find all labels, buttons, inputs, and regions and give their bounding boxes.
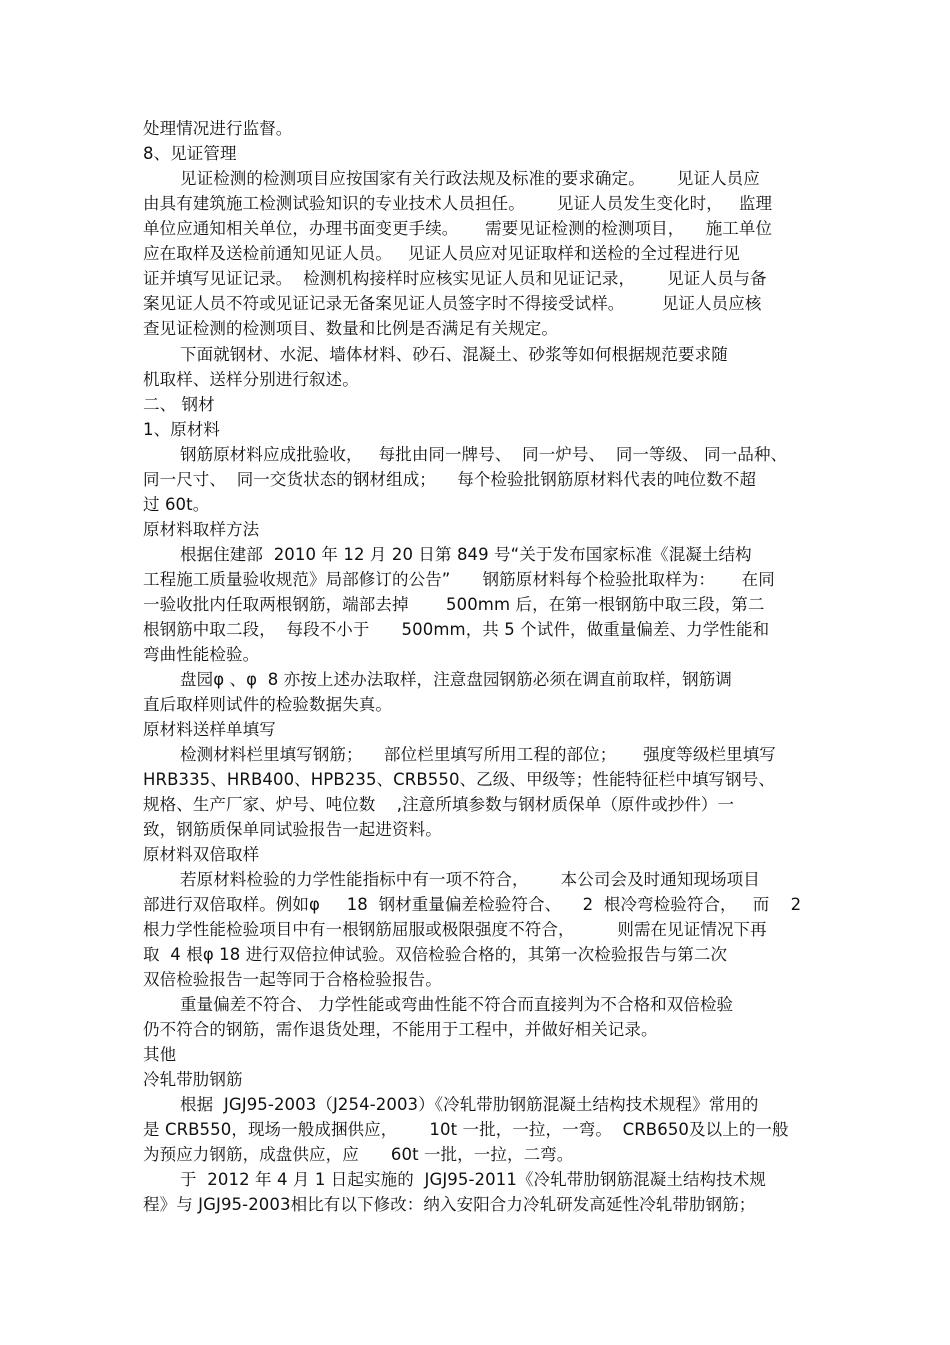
text-line: 部进行双倍取样。例如φ 18 钢材重量偏差检验符合、 2 根冷弯检验符合， 而 2 bbox=[143, 895, 802, 914]
text-line: 取 4 根φ 18 进行双倍拉伸试验。双倍检验合格的，其第一次检验报告与第二次 bbox=[143, 945, 728, 964]
section-heading: 二、 钢材 bbox=[143, 395, 215, 414]
text-line: 重量偏差不符合、 力学性能或弯曲性能不符合而直接判为不合格和双倍检验 bbox=[180, 995, 734, 1014]
text-line: 仍不符合的钢筋，需作退货处理，不能用于工程中，并做好相关记录。 bbox=[143, 1020, 658, 1039]
section-heading: 8、见证管理 bbox=[143, 144, 237, 163]
text-line: 查见证检测的检测项目、数量和比例是否满足有关规定。 bbox=[143, 319, 558, 338]
text-line: 钢筋原材料应成批验收， 每批由同一牌号、 同一炉号、 同一等级、 同一品种、 bbox=[180, 445, 788, 464]
text-line: 一验收批内任取两根钢筋，端部去掉 500mm 后，在第一根钢筋中取三段，第二 bbox=[143, 595, 765, 614]
text-line: 证并填写见证记录。 检测机构接样时应核实见证人员和见证记录， 见证人员与备 bbox=[143, 269, 767, 288]
text-line: 根据 JGJ95-2003（J254-2003）《冷轧带肋钢筋混凝土结构技术规程》常用的 bbox=[180, 1095, 759, 1114]
text-line: 由具有建筑施工检测试验知识的专业技术人员担任。 见证人员发生变化时， 监理 bbox=[143, 194, 773, 213]
text-line: 根力学性能检验项目中有一根钢筋屈服或极限强度不符合， 则需在见证情况下再 bbox=[143, 920, 767, 939]
text-line: 程》与 JGJ95-2003相比有以下修改：纳入安阳合力冷轧研发高延性冷轧带肋钢筋； bbox=[143, 1195, 756, 1214]
text-line: 应在取样及送检前通知见证人员。 见证人员应对见证取样和送检的全过程进行见 bbox=[143, 244, 741, 263]
section-heading: 原材料双倍取样 bbox=[143, 845, 260, 864]
text-line: 于 2012 年 4 月 1 日起实施的 JGJ95-2011《冷轧带肋钢筋混凝土结构技术规 bbox=[180, 1170, 766, 1189]
text-line: 过 60t。 bbox=[143, 495, 210, 514]
text-line: 为预应力钢筋，成盘供应，应 60t 一批，一拉，二弯。 bbox=[143, 1145, 574, 1164]
section-heading: 原材料取样方法 bbox=[143, 520, 260, 539]
text-line: 规格、生产厂家、炉号、吨位数 ,注意所填参数与钢材质保单（原件或抄件）一 bbox=[143, 795, 735, 814]
text-line: 根据住建部 2010 年 12 月 20 日第 849 号“关于发布国家标准《混凝土结构 bbox=[180, 545, 752, 564]
section-heading: 1、原材料 bbox=[143, 420, 220, 439]
text-line: 同一尺寸、 同一交货状态的钢材组成； 每个检验批钢筋原材料代表的吨位数不超 bbox=[143, 470, 757, 489]
text-line: 案见证人员不符或见证记录无备案见证人员签字时不得接受试样。 见证人员应核 bbox=[143, 294, 762, 313]
text-line: 见证检测的检测项目应按国家有关行政法规及标准的要求确定。 见证人员应 bbox=[180, 169, 760, 188]
text-line: 检测材料栏里填写钢筋； 部位栏里填写所用工程的部位； 强度等级栏里填写 bbox=[180, 745, 776, 764]
text-line: HRB335、HRB400、HPB235、CRB550、乙级、甲级等；性能特征栏中填写钢号、 bbox=[143, 770, 775, 789]
text-line: 处理情况进行监督。 bbox=[143, 119, 293, 138]
section-heading: 原材料送样单填写 bbox=[143, 720, 276, 739]
text-line: 双倍检验报告一起等同于合格检验报告。 bbox=[143, 970, 442, 989]
text-line: 盘园φ 、φ 8 亦按上述办法取样，注意盘园钢筋必须在调直前取样，钢筋调 bbox=[180, 670, 732, 689]
text-line: 若原材料检验的力学性能指标中有一项不符合， 本公司会及时通知现场项目 bbox=[180, 870, 760, 889]
text-line: 致，钢筋质保单同试验报告一起进资料。 bbox=[143, 820, 442, 839]
section-heading: 冷轧带肋钢筋 bbox=[143, 1070, 243, 1089]
text-line: 下面就钢材、水泥、墙体材料、砂石、混凝土、砂浆等如何根据规范要求随 bbox=[180, 345, 728, 364]
text-line: 工程施工质量验收规范》局部修订的公告” 钢筋原材料每个检验批取样为： 在同 bbox=[143, 570, 775, 589]
text-line: 单位应通知相关单位，办理书面变更手续。 需要见证检测的检测项目， 施工单位 bbox=[143, 219, 773, 238]
text-line: 弯曲性能检验。 bbox=[143, 645, 260, 664]
text-line: 根钢筋中取二段， 每段不小于 500mm，共 5 个试件，做重量偏差、力学性能和 bbox=[143, 620, 770, 639]
section-heading: 其他 bbox=[143, 1045, 177, 1064]
text-line: 直后取样则试件的检验数据失真。 bbox=[143, 695, 392, 714]
text-line: 机取样、送样分别进行叙述。 bbox=[143, 370, 359, 389]
text-line: 是 CRB550，现场一般成捆供应， 10t 一批，一拉，一弯。 CRB650及以上的一般 bbox=[143, 1120, 789, 1139]
